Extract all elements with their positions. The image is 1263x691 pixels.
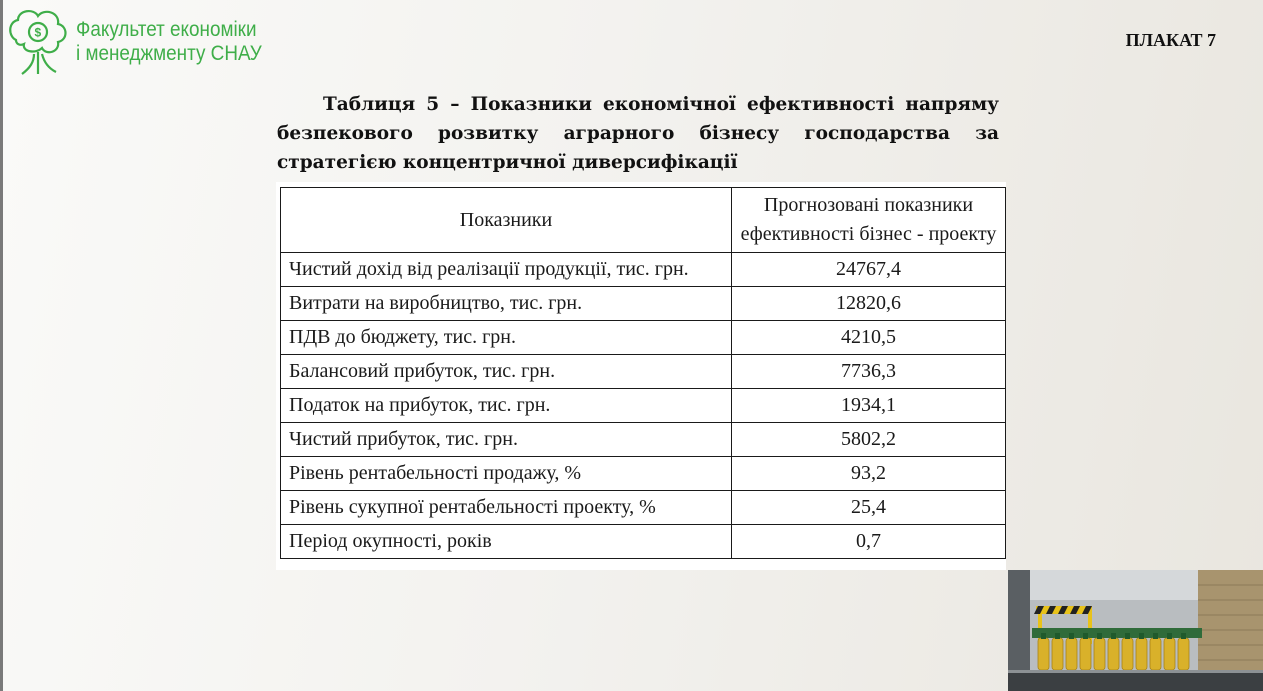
table-row [281,491,1006,525]
faculty-name [76,18,262,66]
row-label: Балансовий прибуток, тис. грн. [281,355,732,389]
poster-label: ПЛАКАТ 7 [1125,30,1216,50]
faculty-name-line2: і менеджменту СНАУ [76,42,262,65]
row-label: Період окупності, років [281,525,732,559]
indicators-table [280,187,1006,559]
row-label: Витрати на виробництво, тис. грн. [281,287,732,321]
table-row [281,389,1006,423]
row-value: 5802,2 [732,423,1006,457]
table-row [281,253,1006,287]
table-caption: Таблиця 5 – Показники економічної ефективності напряму безпекового розвитку аграрного бізнесу господарства за стратегією концентричної диверсифікації [277,94,999,173]
table-row [281,423,1006,457]
row-value: 4210,5 [732,321,1006,355]
row-value: 0,7 [732,525,1006,559]
indicators-table-container [276,182,1006,570]
row-value: 7736,3 [732,355,1006,389]
table-row [281,525,1006,559]
row-label: Чистий прибуток, тис. грн. [281,423,732,457]
column-header-indicators: Показники [281,188,732,253]
table-header-row [281,188,1006,253]
table-row [281,321,1006,355]
table-row [281,287,1006,321]
bottling-line-illustration [1008,570,1263,691]
row-value: 12820,6 [732,287,1006,321]
table-row [281,355,1006,389]
row-value: 93,2 [732,457,1006,491]
bottling-line-photo [1008,570,1263,691]
faculty-name-line1: Факультет економіки [76,18,257,41]
row-label: ПДВ до бюджету, тис. грн. [281,321,732,355]
row-value: 25,4 [732,491,1006,525]
column-header-forecast: Прогнозовані показники ефективності бізнес - проекту [732,188,1006,253]
row-label: Податок на прибуток, тис. грн. [281,389,732,423]
tree-coin-icon [4,6,74,76]
row-label: Чистий дохід від реалізації продукції, тис. грн. [281,253,732,287]
svg-text:$: $ [34,25,42,40]
faculty-logo [4,6,274,76]
row-label: Рівень сукупної рентабельності проекту, % [281,491,732,525]
row-label: Рівень рентабельності продажу, % [281,457,732,491]
row-value: 24767,4 [732,253,1006,287]
table-row [281,457,1006,491]
row-value: 1934,1 [732,389,1006,423]
left-border [0,0,3,691]
